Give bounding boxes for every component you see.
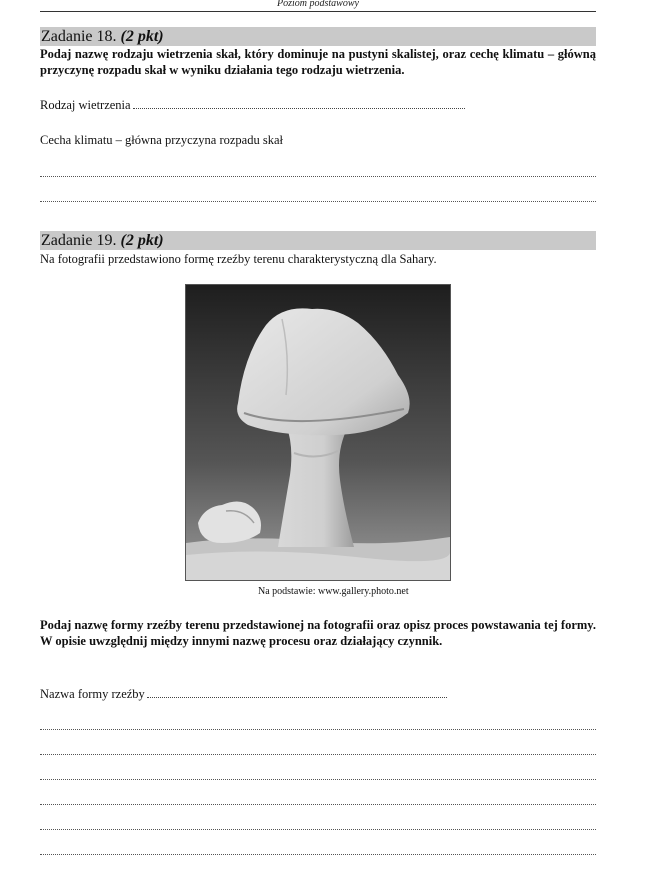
task-19-intro: Na fotografii przedstawiono formę rzeźby terenu charakterystyczną dla Sahary. — [40, 252, 437, 266]
description-answer-line-4[interactable] — [40, 804, 596, 805]
task-19-title: Zadanie 19. — [41, 232, 117, 249]
task-18-instruction: Podaj nazwę rodzaju wietrzenia skał, który dominuje na pustyni skalistej, oraz cechę klimatu – główną przyczynę rozpadu skał w wyniku działania tego rodzaju wietrzenia. — [40, 47, 596, 77]
description-answer-line-2[interactable] — [40, 754, 596, 755]
task-18-title: Zadanie 18. — [41, 28, 117, 45]
climate-label: Cecha klimatu – główna przyczyna rozpadu skał — [40, 133, 283, 147]
page-header — [40, 0, 596, 12]
task-19-points: (2 pkt) — [120, 232, 164, 249]
description-answer-line-3[interactable] — [40, 779, 596, 780]
weathering-answer-field[interactable] — [133, 97, 465, 109]
climate-answer-line-2[interactable] — [40, 201, 596, 202]
mushroom-rock-image — [186, 285, 450, 580]
weathering-label: Rodzaj wietrzenia — [40, 98, 131, 112]
form-name-answer-row — [40, 686, 447, 702]
task-18-points: (2 pkt) — [120, 28, 164, 45]
weathering-answer-row — [40, 97, 465, 113]
description-answer-line-5[interactable] — [40, 829, 596, 830]
photo-caption: Na podstawie: www.gallery.photo.net — [258, 586, 409, 597]
mushroom-rock-photo — [185, 284, 451, 581]
form-name-answer-field[interactable] — [147, 686, 447, 698]
task-19-title-bar — [40, 231, 596, 250]
task-19-instruction: Podaj nazwę formy rzeźby terenu przedstawionej na fotografii oraz opisz proces powstawania tej formy. W opisie uwzględnij między innymi nazwę procesu oraz działający czynnik. — [40, 618, 596, 648]
header-text: Poziom podstawowy — [277, 0, 359, 9]
climate-answer-line-1[interactable] — [40, 176, 596, 177]
description-answer-line-1[interactable] — [40, 729, 596, 730]
form-name-label: Nazwa formy rzeźby — [40, 687, 145, 701]
description-answer-line-6[interactable] — [40, 854, 596, 855]
task-18-title-bar — [40, 27, 596, 46]
